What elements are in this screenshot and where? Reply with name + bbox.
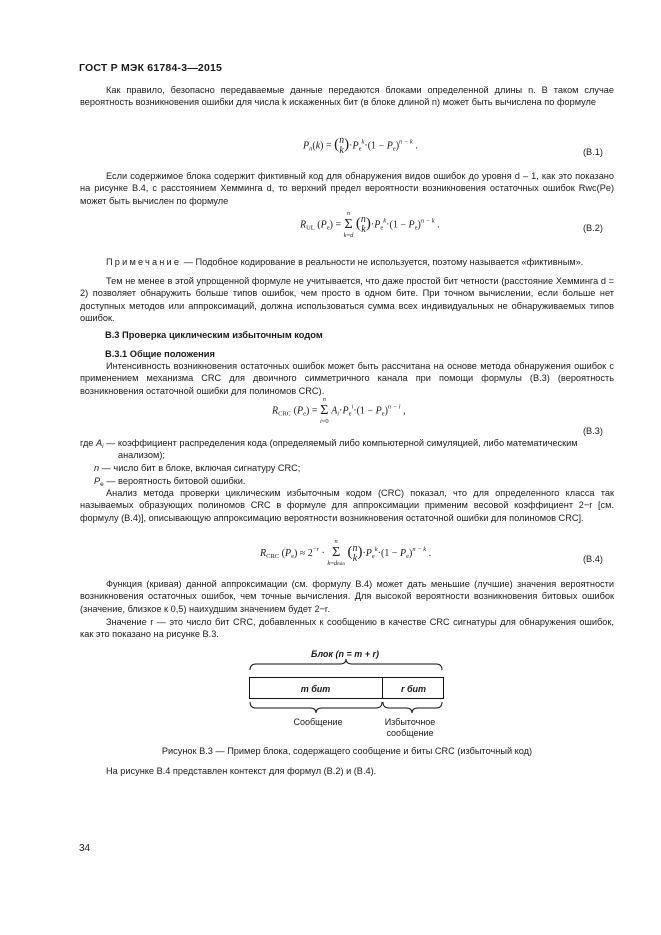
- definition-pe-text: — вероятность битовой ошибки.: [103, 476, 246, 486]
- message-brace: [250, 702, 382, 713]
- page-number: 34: [79, 843, 91, 854]
- note-label: Примечание: [106, 257, 182, 267]
- paragraph-intro: Как правило, безопасно передаваемые данные передаются блоками определенной длины n. В таком случае вероятность возникновения ошибки для числа k искаженных бит (в блоке длиной n) может быть вычислена по формуле: [80, 85, 614, 108]
- crc-bits-cell: r бит: [400, 684, 427, 694]
- formula-number-b3: (B.3): [583, 426, 603, 436]
- formula-number-b2: (B.2): [583, 223, 603, 233]
- formula-b3: $R_{CRC}$ $(P_e) = n$ Σ i=0 $A_i\cdot P_e^i\cdot(1 - P_e)^{n - i}$ ,: [272, 396, 406, 425]
- definition-prefix: где: [80, 438, 96, 448]
- definition-symbol-p: P: [94, 476, 101, 486]
- formula-b2: $R_{UL}$ $(P_e) = n$ Σ k=d (n $k)\cdot P_e^k\cdot(1 - P_e)^{n - k}$ .: [300, 210, 440, 239]
- diagram-top-label: Блок (n = m + r): [310, 649, 380, 659]
- message-bits-cell: m бит: [300, 684, 331, 694]
- formula-number-b1: (B.1): [583, 147, 603, 157]
- formula-b1: $P_n(k) = (n$ $k)\cdot P_e^k\cdot(1 - P_e)^{n - k}$ .: [303, 135, 418, 156]
- note: [80, 256, 614, 268]
- note-text: — Подобное кодирование в реальности не используется, поэтому называется «фиктивным».: [181, 257, 584, 267]
- definition-symbol-p-sub: e: [100, 481, 104, 488]
- paragraph-parity: Тем не менее в этой упрощенной формуле не учитывается, что даже простой бит четности (расстояние Хемминга d = 2) позволяет обнаружить больше типов ошибок, чем просто в одном бите. При точном вычислении, если больше нет доступных методов или аппроксимаций, должна использоваться сумма всех индивидуальных не обнаруживаемых типов ошибок.: [80, 276, 614, 324]
- message-label: Сообщение: [293, 717, 343, 727]
- paragraph-crc-intro: Интенсивность возникновения остаточных ошибок может быть рассчитана на основе метода обнаружения ошибок с применением механизма CRC для двоичного симметричного канала при помощи формулы (B.3) (вероятность возникновения остаточной ошибки для полиномов CRC).: [80, 361, 614, 396]
- top-brace: [250, 659, 442, 670]
- paragraph-approximation: Функция (кривая) данной аппроксимации (см. формулу B.4) может дать меньшие (лучшие) значения вероятности возникновения остаточных ошибок, чем точные вычисления. Для высокой вероятности возникновения битовых ошибок (значение, близкое к 0,5) наихудшим значением будет 2−r.: [80, 579, 614, 614]
- paragraph-dummy-code: Если содержимое блока содержит фиктивный код для обнаружения видов ошибок до уровня d – 1, как это показано на рисунке B.4, с расстоянием Хемминга d, то верхний предел вероятности возникновения остаточных ошибок Rwc(Pe) может быть вычислен по формуле: [80, 171, 614, 206]
- document-header: ГОСТ Р МЭК 61784-3—2015: [79, 62, 223, 74]
- section-title: B.3 Проверка циклическим избыточным кодом: [105, 330, 323, 340]
- paragraph-crc-bits: Значение r — это число бит CRC, добавленных к сообщению в качестве CRC сигнатуры для обнаружения ошибок, как это показано на рисунке B.3.: [80, 617, 614, 640]
- figure-caption: Рисунок B.3 — Пример блока, содержащего сообщение и биты CRC (избыточный код): [161, 746, 533, 756]
- redundant-label-1: Избыточное: [384, 717, 436, 727]
- redundant-brace: [383, 702, 442, 713]
- definition-symbol-n: n: [94, 463, 100, 473]
- definition-a-text: — коэффициент распределения кода (определяемый либо компьютерной симуляцией, либо математическим: [103, 438, 578, 448]
- subsection-title: B.3.1 Общие положения: [105, 349, 215, 359]
- redundant-label-2: сообщение: [386, 728, 434, 738]
- paragraph-context: На рисунке B.4 представлен контекст для формул (B.2) и (B.4).: [106, 766, 377, 776]
- formula-number-b4: (B.4): [583, 554, 603, 564]
- definition-ai-cont: анализом);: [118, 450, 165, 460]
- paragraph-crc-analysis: Анализ метода проверки циклическим избыточным кодом (CRC) показал, что для определенного класса так называемых образующих полиномов CRC в формуле для аппроксимации применим весовой коэффициент 2−r [см. формулу (B.4)], описывающую аппроксимацию вероятности возникновения остаточной ошибки для полиномов CRC].: [80, 488, 614, 523]
- definition-symbol-a: A: [95, 438, 103, 448]
- formula-b4: $R_{CRC}$ $(P_e) \approx 2^{-r} \cdot n$ Σ k=dmin (n $k)\cdot P_e^k\cdot(1 - P_e)^{n - k}$ .: [260, 538, 432, 567]
- definition-n: [94, 462, 628, 474]
- definition-symbol-a-sub: i: [102, 443, 104, 450]
- definition-n-text: — число бит в блоке, включая сигнатуру CRC;: [99, 463, 301, 473]
